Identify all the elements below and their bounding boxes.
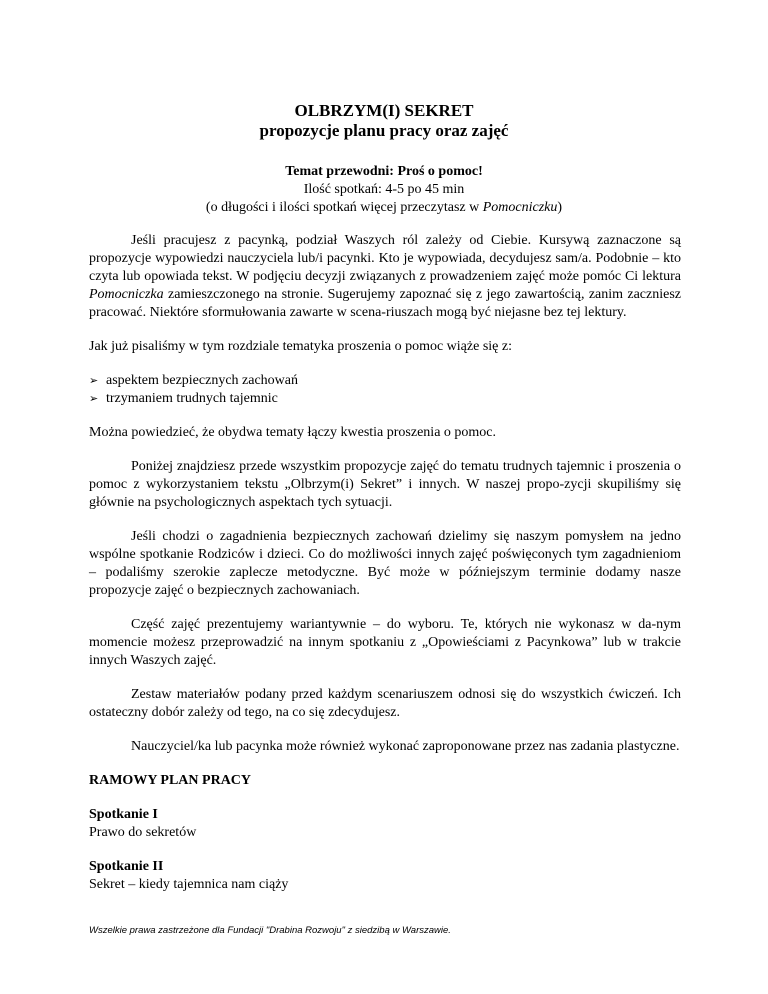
arrow-bullet-icon: ➢ [89,392,99,405]
paragraph-intro: Jeśli pracujesz z pacynką, podział Waszych ról zależy od Ciebie. Kursywą zaznaczone są propozycje wypowiedzi nauczyciela lub/i pacynki. Kto je wypowiada, decydujesz sam/a. Podobnie – kto czyta lub opowiada tekst. W podjęciu decyzji związanych z prowadzeniem zajęć może pomóc Ci lektura Pomocniczka zamieszczonego na stronie. Sugerujemy zapoznać się z jego zawartością, zanim zaczniesz pracować. Niektóre sformułowania zawarte w scena-riuszach mogą być niejasne bez tej lektury. [89,233,681,320]
paragraph-safety: Jeśli chodzi o zagadnienia bezpiecznych zachowań dzielimy się naszym pomysłem na jedno wspólne spotkanie Rodziców i dzieci. Co do możliwości innych zajęć poświęconych tym zagadnieniom – podaliśmy szerokie zaplecze metodyczne. Być może w późniejszym terminie dodamy nasze propozycje zajęć o bezpiecznych zachowaniach. [89,529,681,598]
theme-label: Temat przewodni: Proś o pomoc! [285,164,483,179]
paragraph-proposals: Poniżej znajdziesz przede wszystkim propozycje zajęć do tematu trudnych tajemnic i proszenia o pomoc z wykorzystaniem tekstu „Olbrzym(i) Sekret” i innych. W naszej propo-zycji skupiliśmy się głównie na psychologicznych aspektach tych sytuacji. [89,459,681,510]
paragraph-summary: Można powiedzieć, że obydwa tematy łączy kwestia proszenia o pomoc. [89,425,497,440]
meeting-title: Spotkanie I [89,807,158,822]
topic-list [89,372,681,408]
document-body [89,232,681,894]
meeting-desc: Prawo do sekretów [89,825,197,840]
more-info: (o długości i ilości spotkań więcej przeczytasz w Pomocniczku) [205,200,563,215]
paragraph-topics: Jak już pisaliśmy w tym rozdziale tematyka proszenia o pomoc wiąże się z: [89,339,512,354]
meeting-desc: Sekret – kiedy tajemnica nam ciąży [89,877,289,892]
document-title: OLBRZYM(I) SEKRET [294,101,474,120]
meeting-title: Spotkanie II [89,859,164,874]
arrow-bullet-icon: ➢ [89,374,99,387]
paragraph-art: Nauczyciel/ka lub pacynka może również wykonać zaproponowane przez nas zadania plastyczne. [131,739,680,754]
plan-heading: RAMOWY PLAN PRACY [89,773,252,788]
document-subtitle: propozycje planu pracy oraz zajęć [259,121,509,140]
footer-copyright: Wszelkie prawa zastrzeżone dla Fundacji "Drabina Rozwoju" z siedzibą w Warszawie. [89,925,451,936]
list-item: ➢ aspektem bezpiecznych zachowań [89,373,299,388]
paragraph-materials: Zestaw materiałów podany przed każdym scenariuszem odnosi się do wszystkich ćwiczeń. Ich ostateczny dobór zależy od tego, na co się zdecydujesz. [89,687,681,720]
meta-block [0,163,768,217]
list-item: ➢ trzymaniem trudnych tajemnic [89,391,278,406]
meetings-count: Ilość spotkań: 4-5 po 45 min [303,182,465,197]
paragraph-variants: Część zajęć prezentujemy wariantywnie – do wyboru. Te, których nie wykonasz w da-nym momencie możesz przeprowadzić na innym spotkaniu z „Opowieściami z Pacynkowa” lub w trakcie innych Waszych zajęć. [89,617,681,668]
